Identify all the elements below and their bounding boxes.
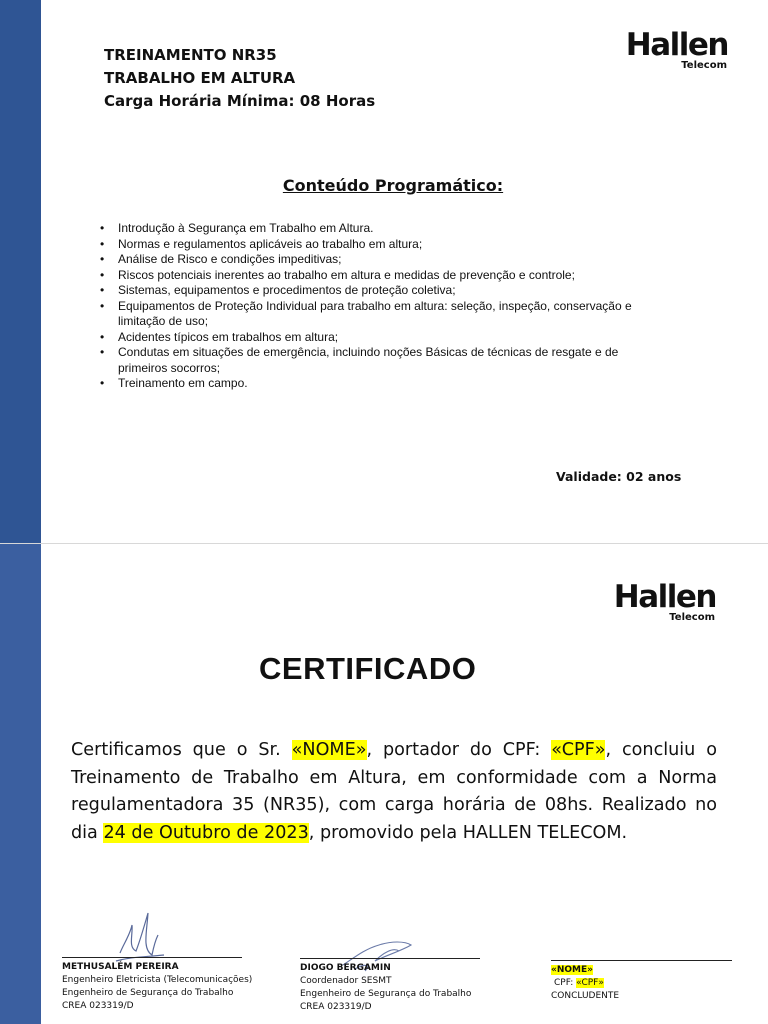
certificate-text-part: , concluiu o Treinamento de Trabalho em Altura, em conformidade com a Norma regulamentadora 35 (NR35), com carga horária de 08hs. Realizado no dia — [71, 740, 717, 843]
signer-title: Coordenador SESMT — [300, 976, 392, 986]
graduate-name-field: «NOME» — [551, 965, 593, 975]
hallen-logo — [613, 579, 716, 623]
list-item: • Treinamento em campo. — [100, 376, 660, 392]
signature-block-engineer — [62, 957, 252, 1013]
certificate-title: CERTIFICADO — [259, 651, 477, 686]
list-item: • Normas e regulamentos aplicáveis ao trabalho em altura; — [100, 237, 660, 253]
graduate-role: CONCLUDENTE — [551, 991, 620, 1001]
signer-title: Engenheiro de Segurança do Trabalho — [62, 988, 234, 998]
certificate-text — [71, 737, 717, 847]
left-accent-stripe — [0, 0, 41, 544]
validity-text: Validade: 02 anos — [556, 469, 682, 484]
course-hours: Carga Horária Mínima: 08 Horas — [104, 92, 376, 110]
logo-sub: Telecom — [681, 60, 727, 71]
left-accent-stripe — [0, 544, 41, 1024]
list-item: • Introdução à Segurança em Trabalho em Altura. — [100, 221, 660, 237]
course-header — [104, 44, 375, 113]
logo-sub: Telecom — [669, 612, 715, 623]
date-field: 24 de Outubro de 2023 — [103, 822, 309, 843]
signer-title: Engenheiro de Segurança do Trabalho — [300, 989, 472, 999]
content-heading — [0, 176, 768, 195]
list-item: • Análise de Risco e condições impeditivas; — [100, 252, 660, 268]
hallen-logo — [625, 27, 728, 71]
signer-title: Engenheiro Eletricista (Telecomunicações) — [62, 975, 253, 985]
signer-registration: CREA 023319/D — [62, 1001, 134, 1011]
certificate-text-part: , promovido pela HALLEN TELECOM. — [308, 822, 628, 843]
signature-line — [551, 960, 732, 961]
certificate-text-part: , portador do CPF: — [366, 740, 552, 760]
list-item: • Equipamentos de Proteção Individual para trabalho em altura: seleção, inspeção, conservação e limitação de uso; — [100, 299, 660, 330]
signer-name: METHUSALÉM PEREIRA — [62, 962, 179, 972]
signer-registration: CREA 023319/D — [300, 1002, 372, 1012]
signature-block-coordinator — [300, 958, 480, 1014]
signature-line — [62, 957, 242, 958]
graduate-cpf-field: «CPF» — [576, 978, 604, 988]
topic-list — [100, 221, 660, 392]
certificate-text-part: Certificamos que o Sr. — [71, 740, 292, 760]
signature-line — [300, 958, 480, 959]
course-title: TREINAMENTO NR35 — [104, 46, 277, 64]
content-heading-text: Conteúdo Programático: — [282, 176, 504, 195]
graduate-cpf-label: CPF: — [554, 978, 577, 988]
cpf-field: «CPF» — [551, 740, 606, 760]
list-item: • Sistemas, equipamentos e procedimentos de proteção coletiva; — [100, 283, 660, 299]
logo-brand: Hallen — [613, 579, 716, 615]
signer-name: DIOGO BERGAMIN — [300, 963, 391, 973]
list-item: • Riscos potenciais inerentes ao trabalho em altura e medidas de prevenção e controle; — [100, 268, 660, 284]
list-item: • Acidentes típicos em trabalhos em altura; — [100, 330, 660, 346]
name-field: «NOME» — [291, 740, 367, 760]
signature-block-graduate — [551, 960, 732, 1003]
course-subtitle: TRABALHO EM ALTURA — [104, 69, 296, 87]
logo-brand: Hallen — [625, 27, 728, 63]
list-item: • Condutas em situações de emergência, incluindo noções Básicas de técnicas de resgate e de primeiros socorros; — [100, 345, 660, 376]
